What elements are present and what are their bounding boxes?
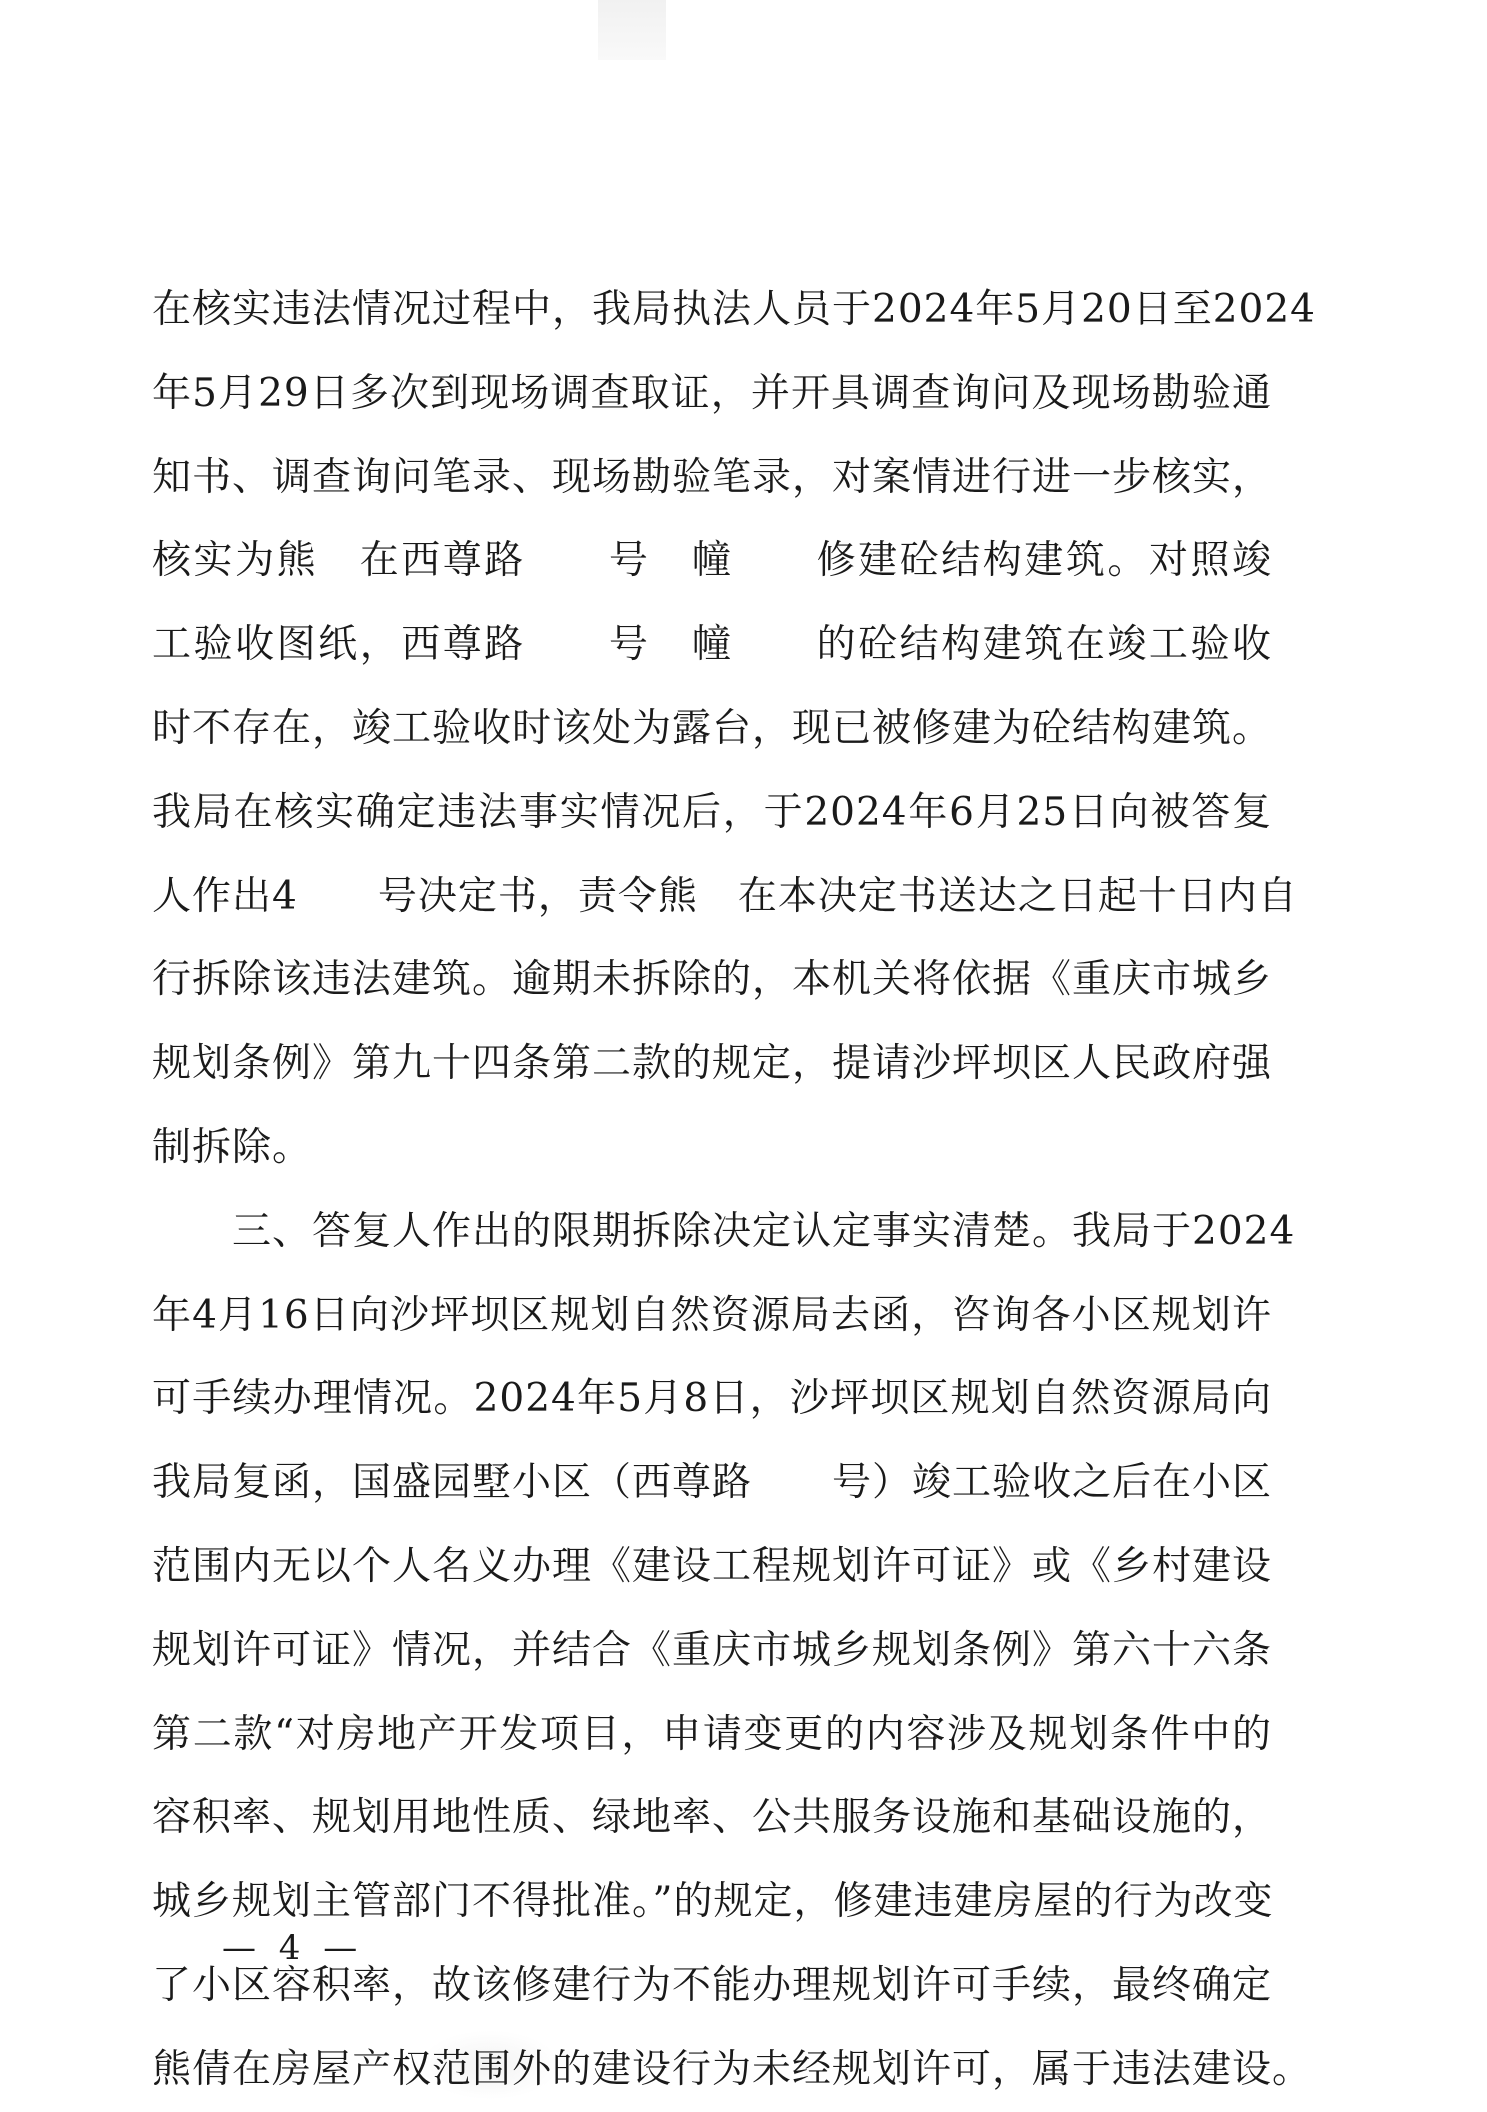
text-line: 我局在核实确定违法事实情况后，于2024年6月25日向被答复 — [152, 789, 1272, 835]
page-number: — 4 — — [222, 1928, 364, 1968]
text-line: 规划许可证》情况，并结合《重庆市城乡规划条例》第六十六条 — [152, 1627, 1273, 1673]
text-line: 核实为熊 在西尊路 号 幢 修建砼结构建筑。对照竣 — [152, 538, 1272, 584]
text-line: 年5月29日多次到现场调查取证，并开具调查询问及现场勘验通 — [152, 370, 1272, 416]
text-line: 人作出4 号决定书，责令熊 在本决定书送达之日起十日内自 — [152, 873, 1298, 919]
text-line: 行拆除该违法建筑。逾期未拆除的，本机关将依据《重庆市城乡 — [152, 957, 1273, 1003]
text-line: 城乡规划主管部门不得批准。”的规定，修建违建房屋的行为改变 — [152, 1879, 1274, 1925]
text-line: 可手续办理情况。2024年5月8日，沙坪坝区规划自然资源局向 — [152, 1376, 1272, 1422]
text-line: 制拆除。 — [152, 1124, 313, 1170]
text-line: 第二款“对房地产开发项目，申请变更的内容涉及规划条件中的 — [152, 1711, 1272, 1757]
text-line: 时不存在，竣工验收时该处为露台，现已被修建为砼结构建筑。 — [152, 705, 1273, 751]
text-line: 我局复函，国盛园墅小区（西尊路 号）竣工验收之后在小区 — [152, 1460, 1273, 1506]
text-line: 年4月16日向沙坪坝区规划自然资源局去函，咨询各小区规划许 — [152, 1292, 1272, 1338]
text-line: 三、答复人作出的限期拆除决定认定事实清楚。我局于2024 — [232, 1208, 1296, 1254]
text-line: 了小区容积率，故该修建行为不能办理规划许可手续，最终确定 — [152, 1962, 1273, 2008]
text-line: 熊倩在房屋产权范围外的建设行为未经规划许可，属于违法建设。 — [152, 2046, 1313, 2092]
document-body — [152, 268, 1316, 2112]
text-line: 容积率、规划用地性质、绿地率、公共服务设施和基础设施的， — [152, 1795, 1273, 1841]
text-line: 规划条例》第九十四条第二款的规定，提请沙坪坝区人民政府强 — [152, 1041, 1273, 1087]
scan-artifact-top — [598, 0, 666, 60]
text-line: 在核实违法情况过程中，我局执法人员于2024年5月20日至2024 — [152, 287, 1316, 332]
text-line: 范围内无以个人名义办理《建设工程规划许可证》或《乡村建设 — [152, 1543, 1273, 1589]
text-line: 知书、调查询问笔录、现场勘验笔录，对案情进行进一步核实， — [152, 454, 1273, 500]
text-line: 工验收图纸，西尊路 号 幢 的砼结构建筑在竣工验收 — [152, 622, 1272, 668]
